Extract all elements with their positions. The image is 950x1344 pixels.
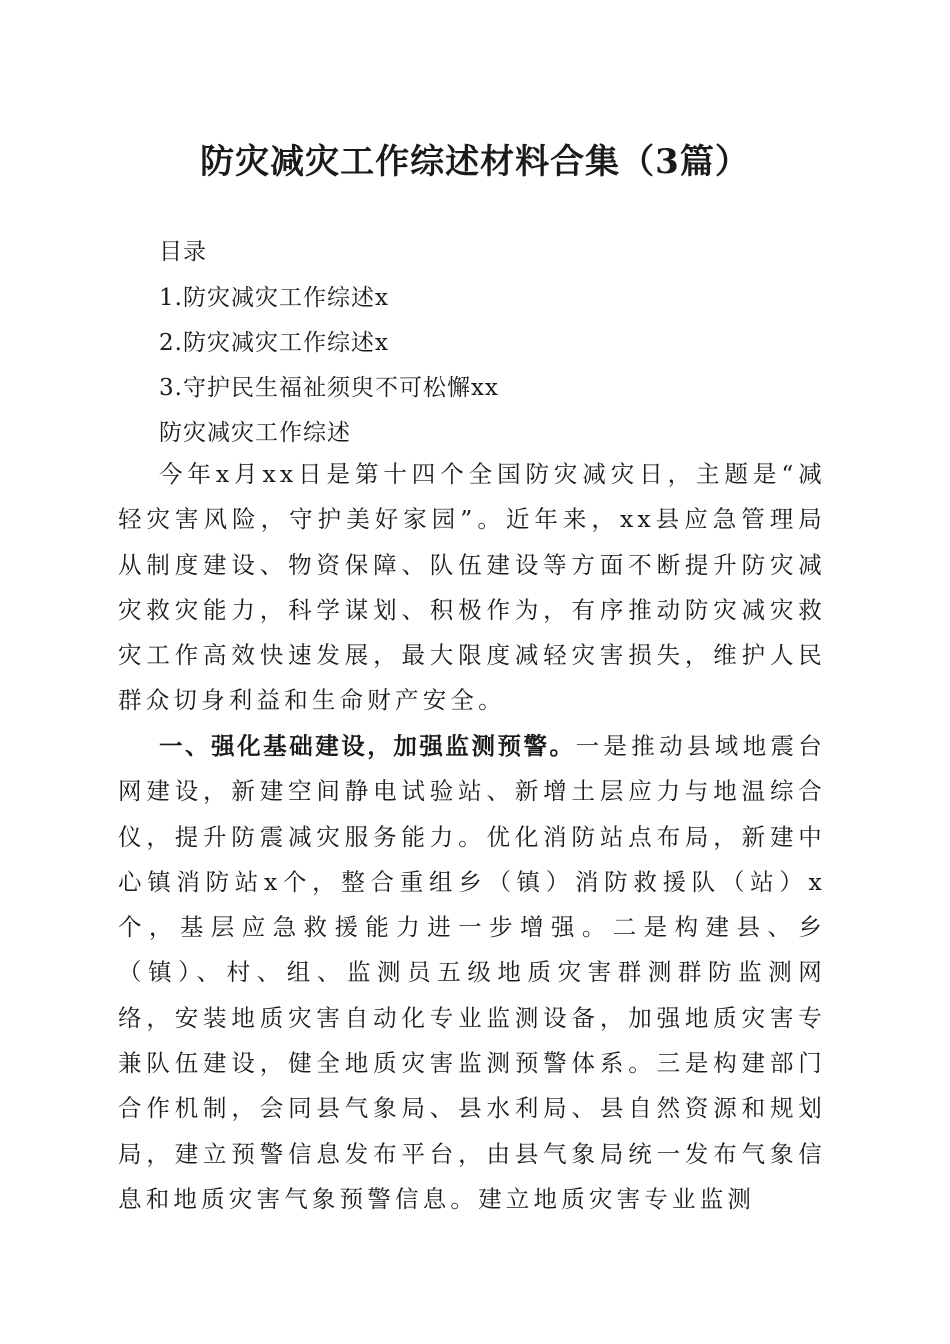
- toc-item-3: 3.守护民生福祉须臾不可松懈xx: [159, 375, 499, 401]
- intro-paragraph: 今年x月xx日是第十四个全国防灾减灾日，主题是“减轻灾害风险，守护美好家园”。近年来，xx县应急管理局从制度建设、物资保障、队伍建设等方面不断提升防灾减灾救灾能力，科学谋划、积极作为，有序推动防灾减灾救灾工作高效快速发展，最大限度减轻灾害损失，维护人民群众切身利益和生命财产安全。: [118, 460, 826, 715]
- toc-item-2: 2.防灾减灾工作综述x: [159, 330, 389, 356]
- section-1-heading: 一、强化基础建设，加强监测预警。: [159, 732, 576, 760]
- section-1-body: 一是推动县域地震台网建设，新建空间静电试验站、新增土层应力与地温综合仪，提升防震减灾服务能力。优化消防站点布局，新建中心镇消防站x个，整合重组乡（镇）消防救援队（站）x个，基层应急救援能力进一步增强。二是构建县、乡（镇）、村、组、监测员五级地质灾害群测群防监测网络，安装地质灾害自动化专业监测设备，加强地质灾害专兼队伍建设，健全地质灾害监测预警体系。三是构建部门合作机制，会同县气象局、县水利局、县自然资源和规划局，建立预警信息发布平台，由县气象局统一发布气象信息和地质灾害气象预警信息。建立地质灾害专业监测: [118, 732, 826, 1213]
- toc-heading: 目录: [159, 239, 207, 265]
- article-title: 防灾减灾工作综述: [159, 420, 351, 446]
- document-title: 防灾减灾工作综述材料合集（3篇）: [200, 142, 750, 182]
- section-1-paragraph: [118, 724, 826, 1222]
- toc-item-1: 1.防灾减灾工作综述x: [159, 285, 389, 311]
